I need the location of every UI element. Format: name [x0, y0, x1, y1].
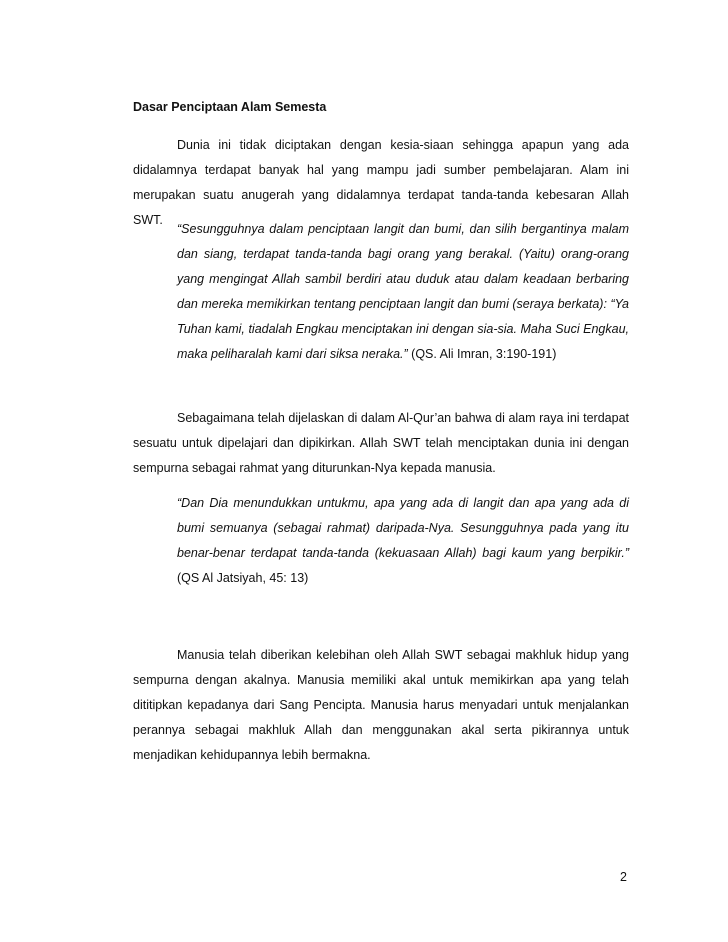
paragraph-intro-text: Dunia ini tidak diciptakan dengan kesia-siaan sehingga apapun yang ada didalamnya terdapat banyak hal yang mampu jadi sumber pembelajaran. Alam ini merupakan suatu anugerah yang didalamnya terdapat tanda-tanda kebesaran Allah SWT. — [133, 138, 629, 227]
page-number: 2 — [620, 870, 627, 884]
quote-ali-imran — [177, 217, 629, 367]
quote-al-jatsiyah — [177, 491, 629, 591]
paragraph-manusia — [133, 643, 629, 768]
quote-ali-imran-text: “Sesungguhnya dalam penciptaan langit dan bumi, dan silih bergantinya malam dan siang, terdapat tanda-tanda bagi orang yang berakal. (Yaitu) orang-orang yang mengingat Allah sambil berdiri atau duduk atau dalam keadaan berbaring dan mereka memikirkan tentang penciptaan langit dan bumi (seraya berkata): “Ya Tuhan kami, tiadalah Engkau menciptakan ini dengan sia-sia. Maha Suci Engkau, maka peliharalah kami dari siksa neraka.” — [177, 222, 629, 361]
section-heading: Dasar Penciptaan Alam Semesta — [133, 100, 327, 114]
paragraph-alquran-text: Sebagaimana telah dijelaskan di dalam Al-Qur’an bahwa di alam raya ini terdapat sesuatu untuk dipelajari dan dipikirkan. Allah SWT telah menciptakan dunia ini dengan sempurna sebagai rahmat yang diturunkan-Nya kepada manusia. — [133, 411, 629, 475]
quote-al-jatsiyah-text: “Dan Dia menundukkan untukmu, apa yang ada di langit dan apa yang ada di bumi semuanya (sebagai rahmat) daripada-Nya. Sesungguhnya pada yang itu benar-benar terdapat tanda-tanda (kekuasaan Allah) bagi kaum yang berpikir.” — [177, 496, 629, 560]
quote-al-jatsiyah-citation: (QS Al Jatsiyah, 45: 13) — [177, 571, 309, 585]
quote-ali-imran-citation: (QS. Ali Imran, 3:190-191) — [411, 347, 557, 361]
paragraph-alquran — [133, 406, 629, 481]
paragraph-manusia-text: Manusia telah diberikan kelebihan oleh Allah SWT sebagai makhluk hidup yang sempurna dengan akalnya. Manusia memiliki akal untuk memikirkan apa yang telah dititipkan kepadanya dari Sang Pencipta. Manusia harus menyadari untuk menjalankan perannya sebagai makhluk Allah dan menggunakan akal serta pikirannya untuk menjadikan kehidupannya lebih bermakna. — [133, 648, 629, 762]
